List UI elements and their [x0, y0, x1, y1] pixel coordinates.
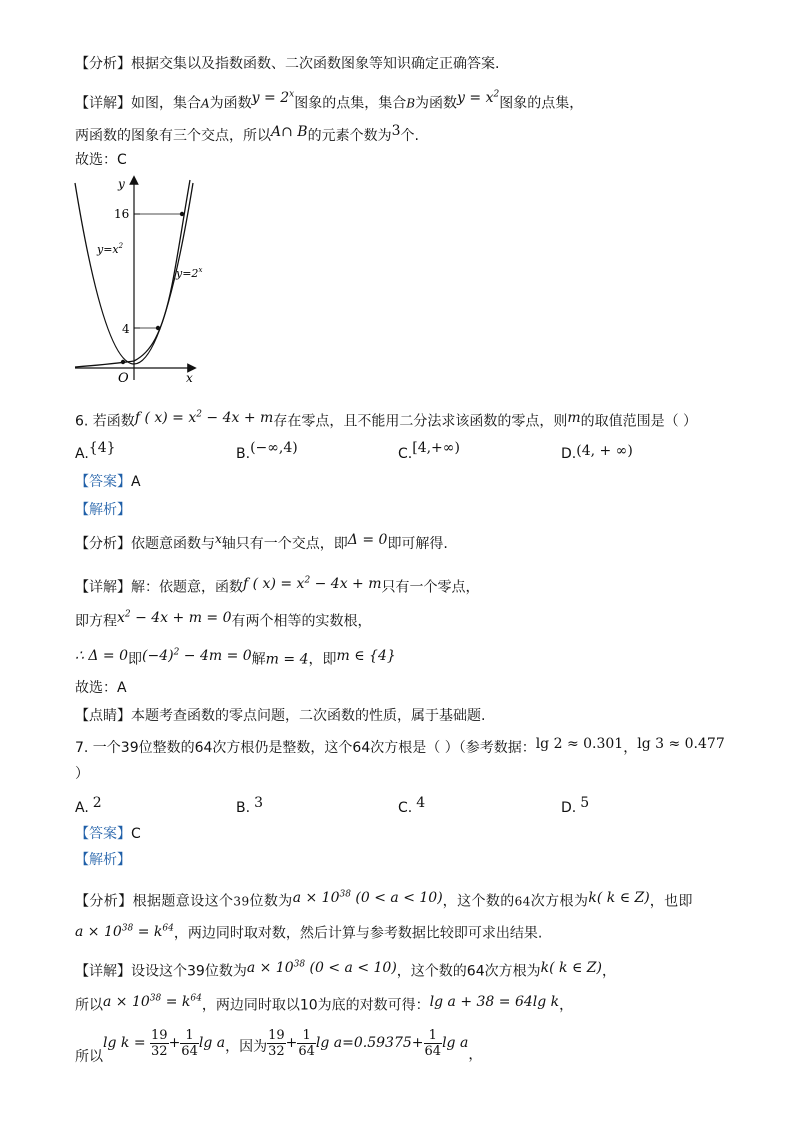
fraction: $\frac{1}{64}$ — [424, 1027, 442, 1059]
detail-text: 两函数的图象有三个交点，所以 — [75, 128, 271, 144]
intersection-expr: A∩ B — [271, 124, 308, 140]
q6-analysis-line: 【分析】依题意函数与x轴只有一个交点，即Δ = 0即可解得. — [75, 532, 448, 552]
q6-answer-line — [75, 472, 141, 492]
q7-answer-line — [75, 824, 141, 844]
q7-detail-line-3: 所以lg k = $\frac{19}{32}$ + $\frac{1}{64}$ lg a，因为 $\frac{19}{32}$ + $\frac{1}{64}$ lg a=0.59375+ $\frac{1}{64}$ lg a， — [75, 1027, 483, 1065]
q5-choose: 故选：C — [75, 152, 127, 168]
q6-detail-line-1: 【详解】解：依题意，函数f ( $x) = x^2 - 4x + m$只有一个零点， — [75, 575, 480, 596]
detail-text: 图象的点集， — [499, 95, 584, 112]
q6-option-b[interactable]: B.(−∞,4) — [236, 440, 298, 462]
parabola-label: $y=x^2$ — [97, 242, 124, 256]
fraction: $\frac{19}{32}$ — [268, 1027, 285, 1059]
q7-option-c[interactable]: C. 4 — [398, 795, 426, 816]
set-a: A — [201, 96, 210, 111]
q7-option-a[interactable]: A. 2 — [75, 795, 102, 816]
answer-tag: 【答案】 — [75, 826, 131, 842]
q7-stem: 7. 一个39位整数的64次方根仍是整数，这个64次方根是（ ）（参考数据：lg 2 ≈ 0.301，lg 3 ≈ 0.477 — [75, 736, 725, 756]
answer-value: C — [131, 826, 141, 842]
analysis-tag: 【分析】 — [75, 536, 131, 552]
detail-text: 图象的点集，集合 — [294, 95, 407, 112]
q6-option-c[interactable]: C.[4,+∞) — [398, 440, 460, 462]
analysis-tag: 【分析】 — [75, 893, 133, 910]
detail-text: 为函数 — [415, 95, 458, 112]
stem-text: 存在零点，且不能用二分法求该函数的零点，则 — [273, 413, 568, 430]
q5-analysis-line — [75, 54, 499, 74]
set-b: B — [406, 96, 416, 111]
intersection-point — [121, 360, 125, 364]
origin-label: O — [118, 371, 129, 386]
q7-option-b[interactable]: B. 3 — [236, 795, 263, 816]
q6-detail-line-2: 即方程$x^2 - 4x + m = 0$有两个相等的实数根， — [75, 609, 372, 630]
detail-tag: 【详解】 — [75, 95, 131, 112]
stem-text: 的取值范围是（ ） — [580, 413, 698, 430]
q7-analysis-line-1: 【分析】根据题意设这个39位数为$a \times 10^{38}$ (0 < a < 10)，这个数的64次方根为k( k ∈ Z)，也即 — [75, 889, 693, 910]
q7-stem-close: ） — [75, 766, 89, 782]
fraction: $\frac{19}{32}$ — [151, 1027, 168, 1059]
detail-tag: 【详解】 — [75, 963, 131, 980]
q6-option-d[interactable]: D.(4, + ∞) — [561, 443, 633, 462]
detail-text: 个. — [400, 128, 419, 144]
q7-detail-line-2: 所以$a \times 10^{38} = k^{64}$，两边同时取以10为底的对数可得：lg a + 38 = 64lg k， — [75, 993, 574, 1014]
comment-tag: 【点睛】 — [75, 708, 131, 724]
answer-tag: 【答案】 — [75, 474, 131, 490]
q6-detail-line-3: ∴ Δ = 0即$(-4)^2 - 4m = 0$解m = 4，即m ∈ {4} — [75, 647, 396, 668]
fraction: $\frac{1}{64}$ — [181, 1027, 198, 1059]
q5-detail-line-2 — [75, 123, 419, 146]
q6-function: f ( $x) = x^2 - 4x + m$ — [134, 409, 274, 426]
var-m: m — [567, 409, 581, 426]
q7-detail-line-1: 【详解】设设这个39位数为$a \times 10^{38}$ (0 < a < 10)，这个数的64次方根为k( k ∈ Z)， — [75, 959, 616, 980]
fraction: $\frac{1}{64}$ — [298, 1027, 315, 1059]
x-axis-label: x — [186, 371, 193, 385]
q6-choose: 故选：A — [75, 680, 127, 696]
answer-value: A — [131, 474, 141, 490]
q7-explain-tag: 【解析】 — [75, 852, 131, 868]
q5-detail-line-1 — [75, 90, 583, 114]
count-value: 3 — [391, 123, 401, 139]
function-graph — [70, 175, 203, 386]
q6-stem — [75, 408, 697, 432]
tick-16: 16 — [114, 207, 130, 221]
analysis-text: 根据交集以及指数函数、二次函数图象等知识确定正确答案. — [131, 56, 500, 72]
analysis-tag: 【分析】 — [75, 56, 131, 72]
detail-text: 为函数 — [209, 95, 252, 112]
q6-explain-tag: 【解析】 — [75, 502, 131, 518]
q6-comment-line: 【点睛】本题考查函数的零点问题，二次函数的性质，属于基础题. — [75, 708, 486, 724]
exponential-label: $y=2^x$ — [176, 266, 203, 280]
q6-option-a[interactable]: A.{4} — [75, 440, 116, 462]
func-x2: $y = x^2$ — [457, 89, 500, 106]
intersection-point — [180, 212, 184, 216]
stem-text: 6. 若函数 — [75, 413, 135, 430]
detail-text: 的元素个数为 — [307, 128, 392, 144]
detail-tag: 【详解】 — [75, 579, 131, 596]
tick-4: 4 — [122, 322, 130, 336]
intersection-point — [156, 326, 160, 330]
q7-analysis-line-2: $a \times 10^{38} = k^{64}$，两边同时取对数，然后计算与参考数据比较即可求出结果. — [75, 923, 543, 942]
y-axis-label: y — [118, 177, 125, 191]
func-2x: $y = 2^x$ — [251, 89, 295, 106]
detail-text: 如图，集合 — [131, 95, 201, 112]
q7-option-d[interactable]: D. 5 — [561, 795, 590, 816]
